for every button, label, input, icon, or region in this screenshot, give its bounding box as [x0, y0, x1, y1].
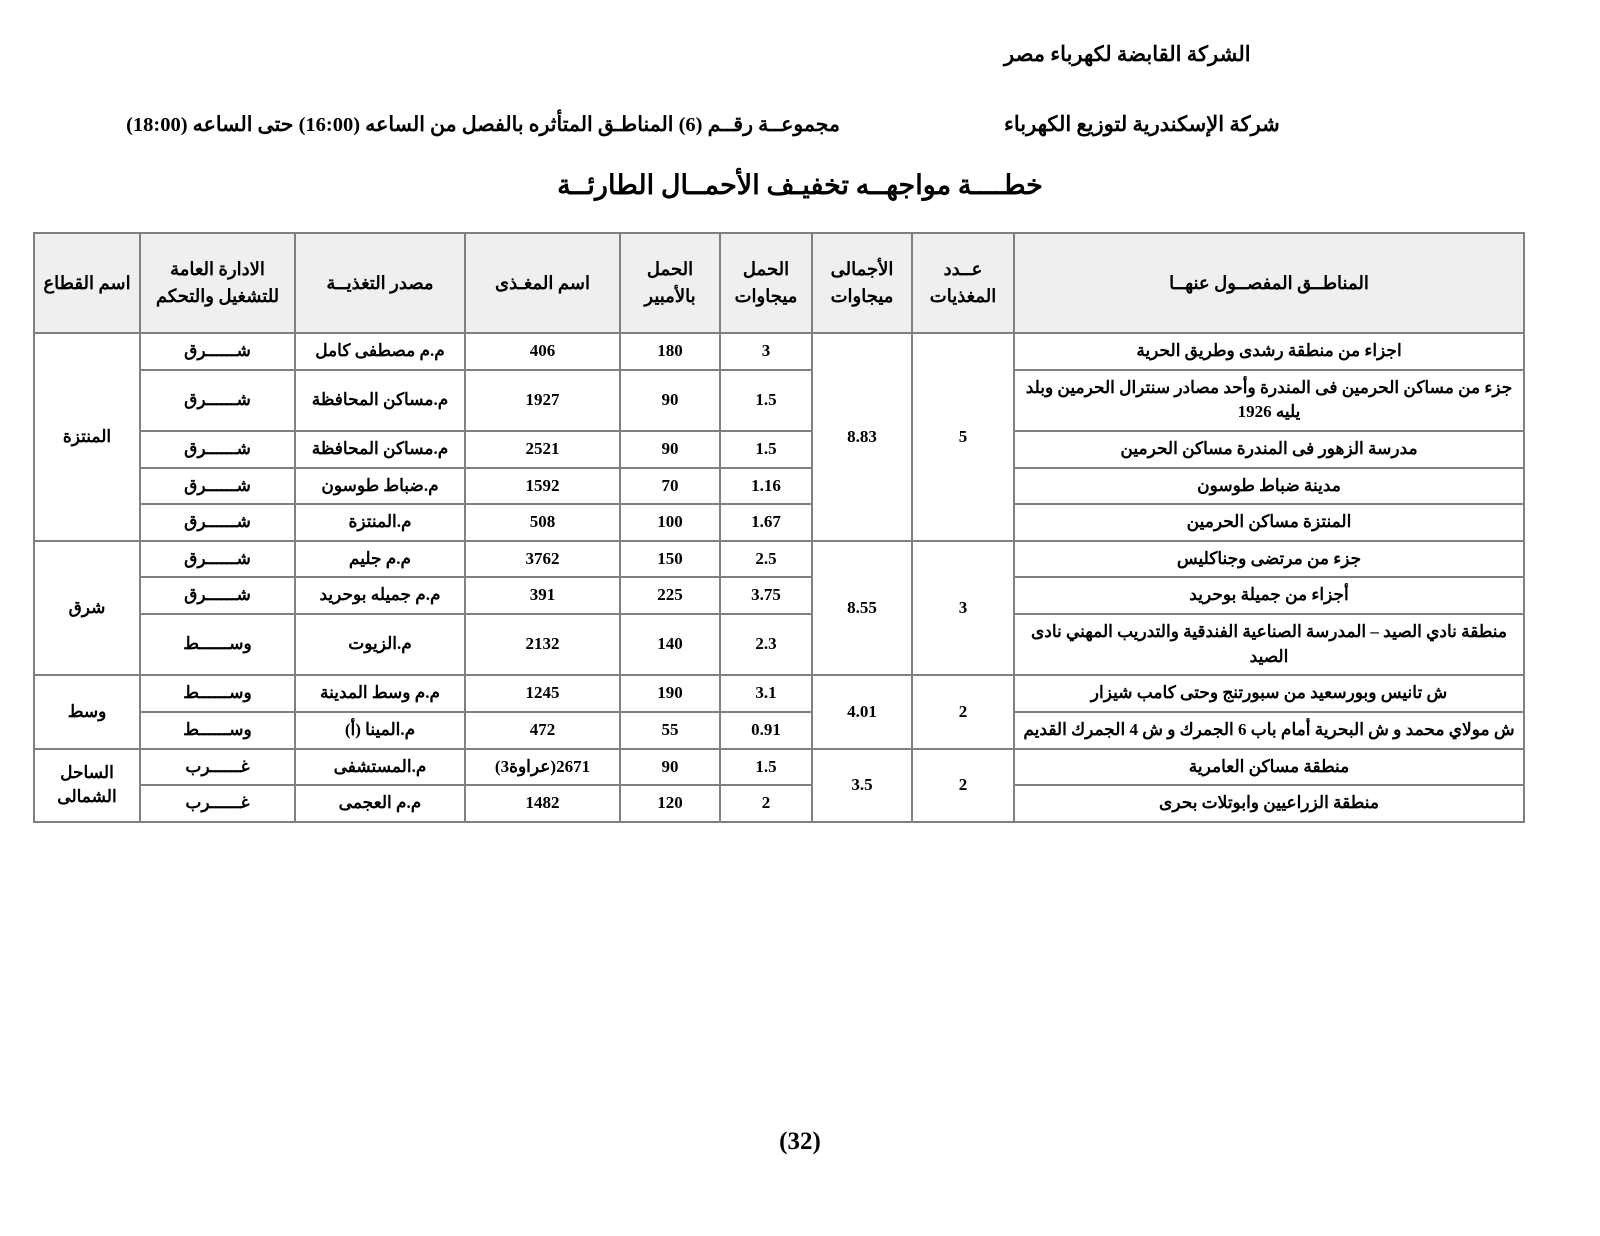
col-header-department: الادارة العامة للتشغيل والتحكم [140, 233, 295, 333]
cell-load-amp: 180 [620, 333, 720, 370]
table-body [34, 333, 1524, 822]
cell-areas: اجزاء من منطقة رشدى وطريق الحرية [1014, 333, 1524, 370]
cell-load-mw: 3 [720, 333, 812, 370]
col-header-feeder-name: اسم المغـذى [465, 233, 620, 333]
cell-load-amp: 70 [620, 468, 720, 505]
cell-areas: مدينة ضباط طوسون [1014, 468, 1524, 505]
cell-feeder-name: 472 [465, 712, 620, 749]
cell-load-mw: 3.75 [720, 577, 812, 614]
cell-feed-source: م.المستشفى [295, 749, 465, 786]
cell-sector: الساحل الشمالى [34, 749, 140, 822]
cell-feeder-count: 5 [912, 333, 1014, 541]
cell-load-amp: 140 [620, 614, 720, 675]
cell-feed-source: م.الزيوت [295, 614, 465, 675]
cell-department: وســــــط [140, 712, 295, 749]
distribution-company-name: شركة الإسكندرية لتوزيع الكهرباء [1004, 112, 1280, 136]
cell-department: شــــــرق [140, 577, 295, 614]
cell-feed-source: م.م وسط المدينة [295, 675, 465, 712]
cell-department: شــــــرق [140, 504, 295, 541]
cell-load-amp: 90 [620, 431, 720, 468]
cell-feeder-name: 508 [465, 504, 620, 541]
cell-load-mw: 1.5 [720, 370, 812, 431]
cell-total-mw: 8.83 [812, 333, 912, 541]
cell-feed-source: م.ضباط طوسون [295, 468, 465, 505]
cell-load-mw: 1.67 [720, 504, 812, 541]
cell-feed-source: م.المنتزة [295, 504, 465, 541]
table-row [34, 712, 1524, 749]
cell-feeder-name: 1927 [465, 370, 620, 431]
cell-feed-source: م.المينا (أ) [295, 712, 465, 749]
col-header-total-mw: الأجمالى ميجاوات [812, 233, 912, 333]
load-shedding-table-wrapper [35, 232, 1525, 823]
col-header-load-amp: الحمل بالأمبير [620, 233, 720, 333]
cell-feed-source: م.م جميله بوحريد [295, 577, 465, 614]
cell-areas: جزء من مرتضى وجناكليس [1014, 541, 1524, 578]
table-row [34, 749, 1524, 786]
cell-feeder-count: 2 [912, 749, 1014, 822]
holding-company-name: الشركة القابضة لكهرباء مصر [1004, 42, 1251, 66]
cell-department: وســــــط [140, 614, 295, 675]
cell-sector: شرق [34, 541, 140, 676]
cell-sector: وسط [34, 675, 140, 748]
col-header-sector: اسم القطاع [34, 233, 140, 333]
cell-load-mw: 2 [720, 785, 812, 822]
cell-load-amp: 225 [620, 577, 720, 614]
cell-feeder-name: 2671(عراوة3) [465, 749, 620, 786]
cell-load-amp: 90 [620, 749, 720, 786]
cell-areas: منطقة الزراعيين وابوتلات بحرى [1014, 785, 1524, 822]
cell-feeder-count: 3 [912, 541, 1014, 676]
cell-load-amp: 90 [620, 370, 720, 431]
cell-areas: مدرسة الزهور فى المندرة مساكن الحرمين [1014, 431, 1524, 468]
cell-load-mw: 3.1 [720, 675, 812, 712]
table-row [34, 541, 1524, 578]
cell-department: شــــــرق [140, 370, 295, 431]
cell-department: شــــــرق [140, 333, 295, 370]
cell-feed-source: م.م مصطفى كامل [295, 333, 465, 370]
table-row [34, 431, 1524, 468]
cell-areas: أجزاء من جميلة بوحريد [1014, 577, 1524, 614]
cell-total-mw: 3.5 [812, 749, 912, 822]
table-row [34, 370, 1524, 431]
cell-department: غــــــرب [140, 749, 295, 786]
table-row [34, 333, 1524, 370]
cell-load-amp: 150 [620, 541, 720, 578]
cell-areas: جزء من مساكن الحرمين فى المندرة وأحد مصادر سنترال الحرمين وبلد يليه 1926 [1014, 370, 1524, 431]
cell-department: غــــــرب [140, 785, 295, 822]
cell-feeder-name: 2132 [465, 614, 620, 675]
cell-load-mw: 2.5 [720, 541, 812, 578]
cell-load-amp: 55 [620, 712, 720, 749]
cell-department: شــــــرق [140, 468, 295, 505]
cell-feeder-name: 406 [465, 333, 620, 370]
col-header-areas: المناطــق المفصــول عنهــا [1014, 233, 1524, 333]
cell-load-amp: 190 [620, 675, 720, 712]
table-row [34, 675, 1524, 712]
cell-total-mw: 8.55 [812, 541, 912, 676]
cell-department: وســــــط [140, 675, 295, 712]
cell-total-mw: 4.01 [812, 675, 912, 748]
col-header-load-mw: الحمل ميجاوات [720, 233, 812, 333]
cell-areas: ش مولاي محمد و ش البحرية أمام باب 6 الجمرك و ش 4 الجمرك القديم [1014, 712, 1524, 749]
page-number: (32) [779, 1128, 821, 1155]
cell-feed-source: م.مساكن المحافظة [295, 431, 465, 468]
cell-areas: المنتزة مساكن الحرمين [1014, 504, 1524, 541]
table-header-row [34, 233, 1524, 333]
table-row [34, 504, 1524, 541]
cell-feed-source: م.م العجمى [295, 785, 465, 822]
group-schedule-line: مجموعــة رقــم (6) المناطـق المتأثره بالفصل من الساعه (16:00) حتى الساعه (18:00) [126, 114, 840, 136]
cell-sector: المنتزة [34, 333, 140, 541]
cell-feeder-count: 2 [912, 675, 1014, 748]
col-header-feeder-count: عــدد المغذيات [912, 233, 1014, 333]
cell-areas: ش تانيس وبورسعيد من سبورتنج وحتى كامب شيزار [1014, 675, 1524, 712]
cell-areas: منطقة مساكن العامرية [1014, 749, 1524, 786]
cell-department: شــــــرق [140, 541, 295, 578]
table-row [34, 614, 1524, 675]
cell-feeder-name: 1592 [465, 468, 620, 505]
cell-feed-source: م.مساكن المحافظة [295, 370, 465, 431]
cell-feeder-name: 3762 [465, 541, 620, 578]
cell-load-amp: 120 [620, 785, 720, 822]
col-header-feed-source: مصدر التغذيــة [295, 233, 465, 333]
page-title: خطــــة مواجهــه تخفيـف الأحمــال الطارئــة [557, 170, 1043, 200]
table-row [34, 577, 1524, 614]
cell-department: شــــــرق [140, 431, 295, 468]
cell-feeder-name: 1482 [465, 785, 620, 822]
cell-feeder-name: 2521 [465, 431, 620, 468]
cell-feeder-name: 1245 [465, 675, 620, 712]
cell-feeder-name: 391 [465, 577, 620, 614]
table-row [34, 785, 1524, 822]
cell-load-mw: 1.5 [720, 749, 812, 786]
cell-load-amp: 100 [620, 504, 720, 541]
table-row [34, 468, 1524, 505]
cell-load-mw: 0.91 [720, 712, 812, 749]
cell-load-mw: 1.5 [720, 431, 812, 468]
cell-load-mw: 1.16 [720, 468, 812, 505]
load-shedding-table [33, 232, 1525, 823]
cell-areas: منطقة نادي الصيد – المدرسة الصناعية الفندقية والتدريب المهني نادى الصيد [1014, 614, 1524, 675]
cell-load-mw: 2.3 [720, 614, 812, 675]
cell-feed-source: م.م جليم [295, 541, 465, 578]
